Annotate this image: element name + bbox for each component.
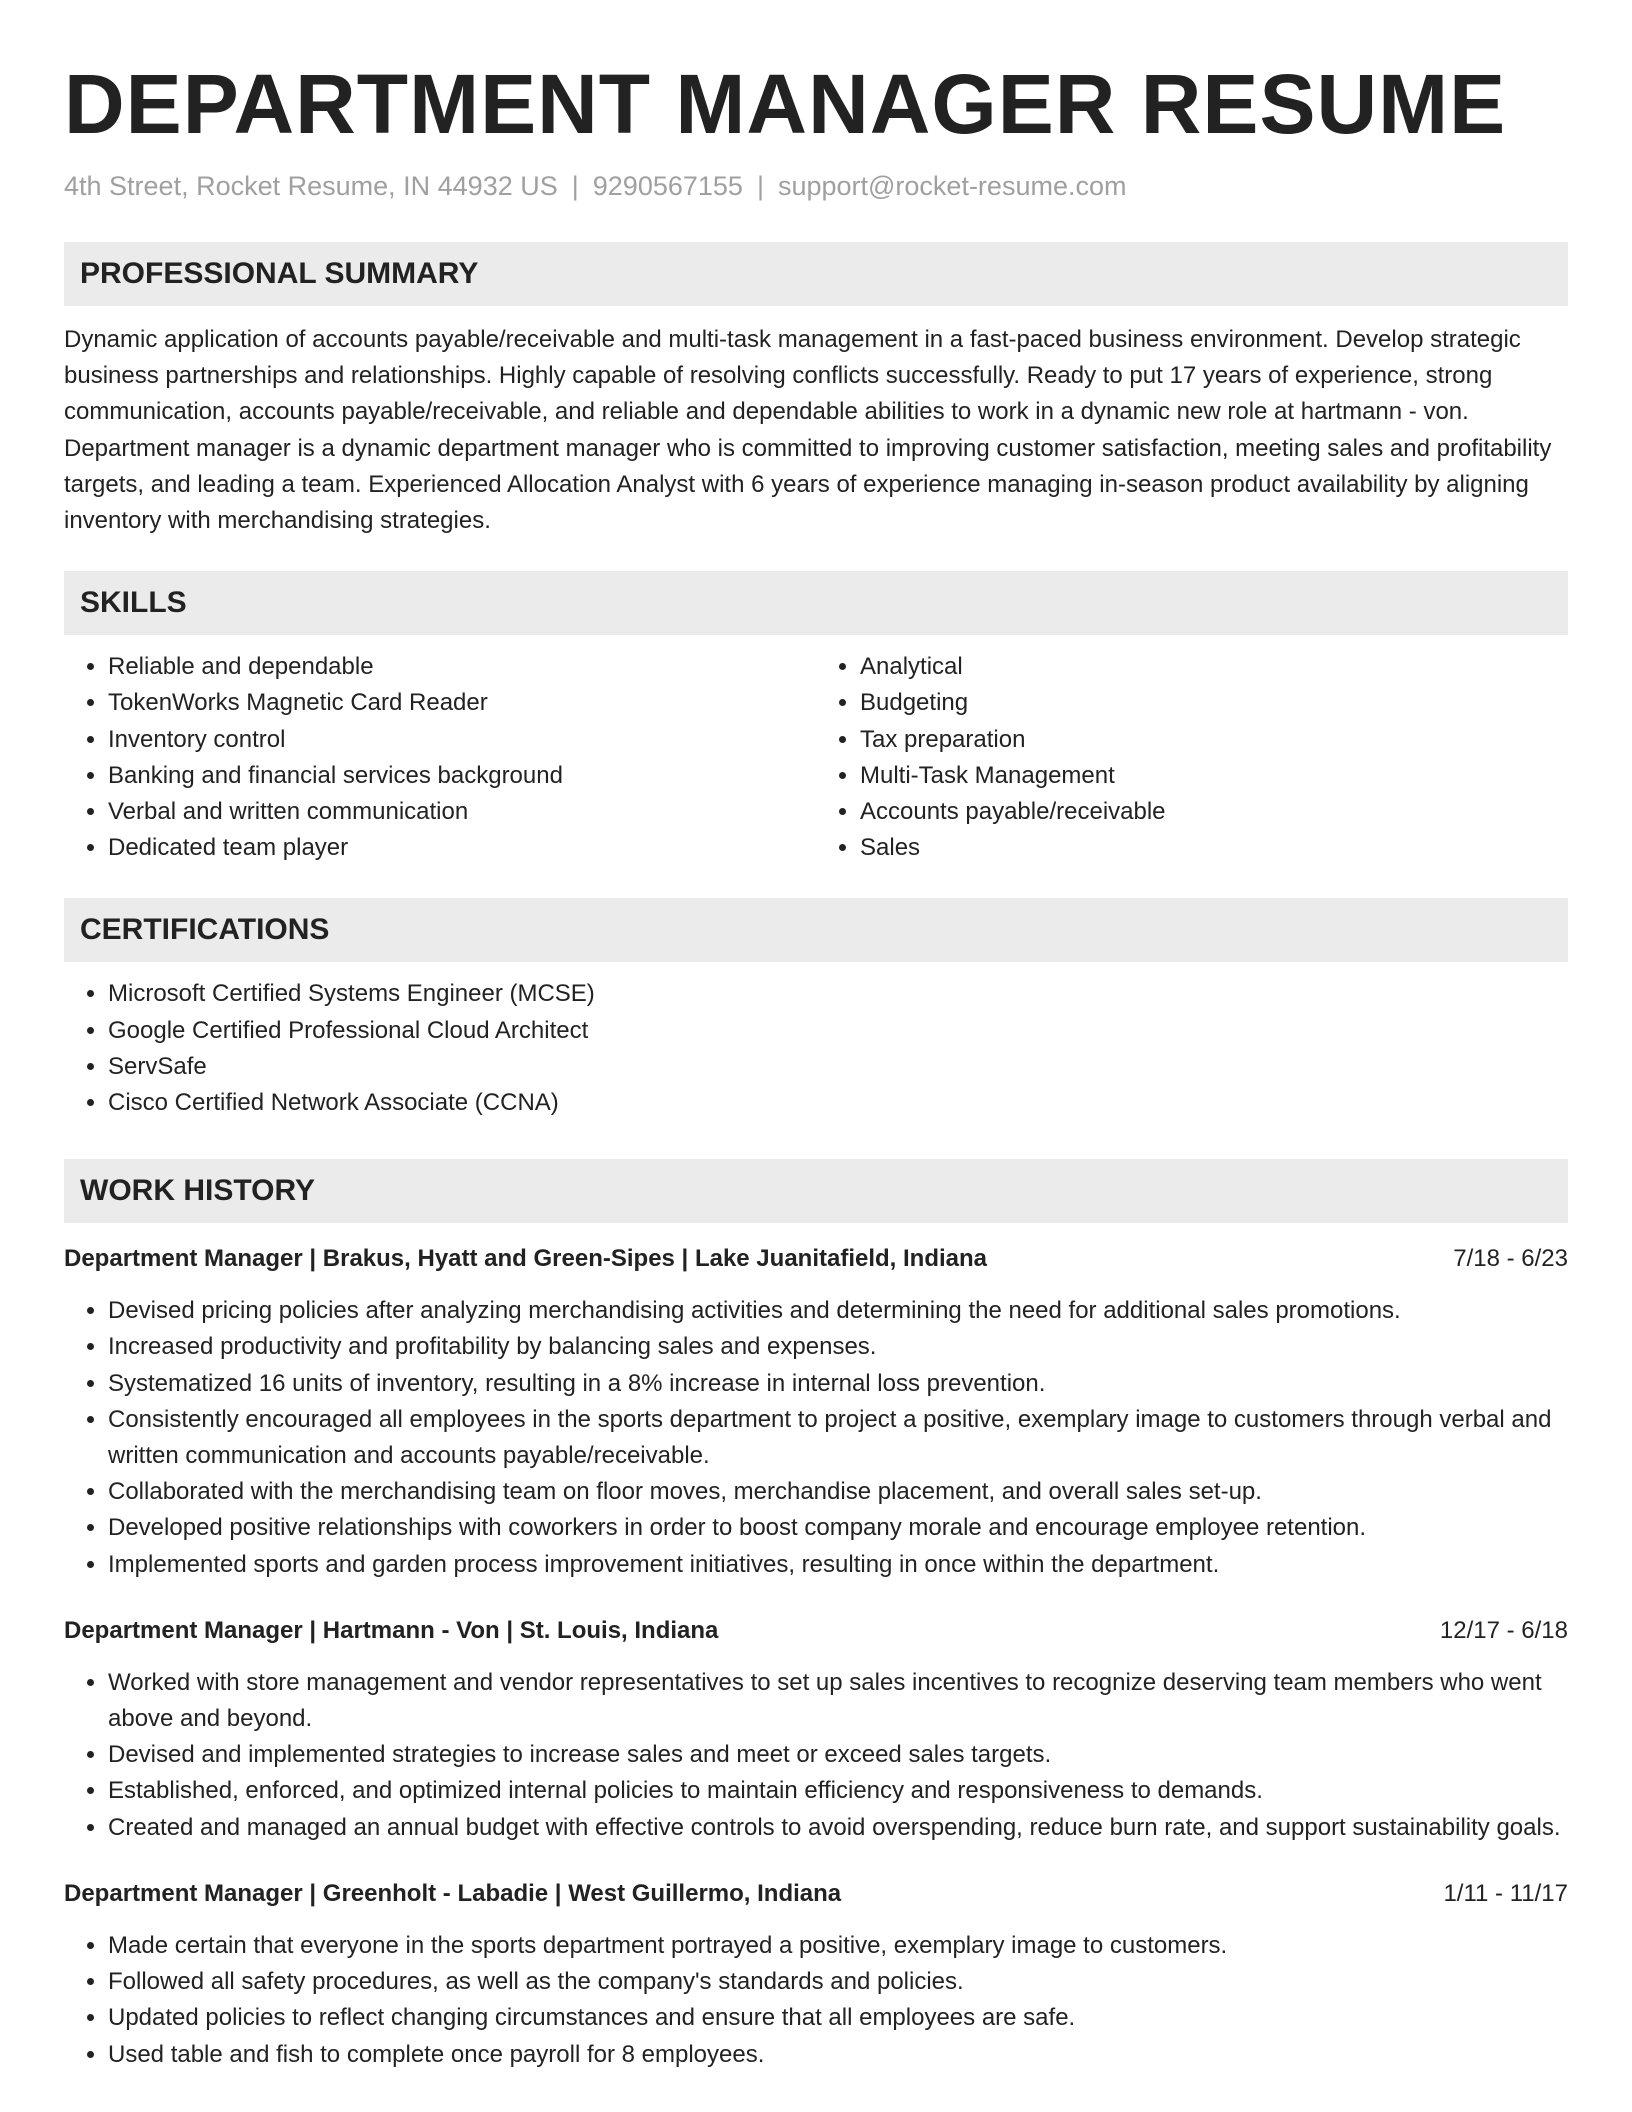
- list-item: • Created and managed an annual budget with effective controls to avoid overspending, reduce burn rate, and support sustainability goals.: [108, 1810, 1568, 1846]
- job-dates: 1/11 - 11/17: [1443, 1879, 1568, 1907]
- skills-list-right: [816, 649, 1568, 866]
- list-item: • ServSafe: [108, 1049, 1568, 1085]
- job-header: [64, 1876, 1568, 1912]
- page-title: DEPARTMENT MANAGER RESUME: [64, 57, 1507, 151]
- job-entry: [64, 1876, 1568, 2073]
- job-title: Department Manager | Greenholt - Labadie | West Guillermo, Indiana: [64, 1879, 842, 1907]
- list-item: • Tax preparation: [860, 722, 1568, 758]
- list-item: • Inventory control: [108, 722, 816, 758]
- section-heading-summary: PROFESSIONAL SUMMARY: [64, 242, 1568, 306]
- job-entry: [64, 1613, 1568, 1846]
- job-dates: 12/17 - 6/18: [1439, 1616, 1568, 1644]
- certifications-list: [64, 976, 1568, 1121]
- summary-text: Dynamic application of accounts payable/receivable and multi-task management in a fast-paced business environment. Develop strategic business partnerships and relationships. Highly capable of resolving conflicts successfully. Ready to put 17 years of experience, strong communication, accounts payable/receivable, and reliable and dependable abilities to work in a dynamic new role at hartmann - von. Department manager is a dynamic department manager who is committed to improving customer satisfaction, meeting sales and profitability targets, and leading a team. Experienced Allocation Analyst with 6 years of experience managing in-season product availability by aligning inventory with merchandising strategies.: [64, 326, 1552, 535]
- list-item: • Sales: [860, 830, 1568, 866]
- job-header: [64, 1613, 1568, 1649]
- list-item: • Budgeting: [860, 685, 1568, 721]
- list-item: • Multi-Task Management: [860, 758, 1568, 794]
- list-item: • Systematized 16 units of inventory, resulting in a 8% increase in internal loss prevention.: [108, 1366, 1568, 1402]
- list-item: • Accounts payable/receivable: [860, 794, 1568, 830]
- job-bullets: [64, 1928, 1568, 2073]
- list-item: • Devised and implemented strategies to increase sales and meet or exceed sales targets.: [108, 1737, 1568, 1773]
- list-item: • Consistently encouraged all employees in the sports department to project a positive, exemplary image to customers through verbal and written communication and accounts payable/receivable.: [108, 1402, 1568, 1474]
- section-heading-certifications: CERTIFICATIONS: [64, 898, 1568, 962]
- list-item: • Banking and financial services background: [108, 758, 816, 794]
- list-item: • Reliable and dependable: [108, 649, 816, 685]
- job-header: [64, 1241, 1568, 1277]
- job-entry: [64, 1241, 1568, 1583]
- contact-address: 4th Street, Rocket Resume, IN 44932 US: [64, 171, 558, 201]
- skills-list-left: [64, 649, 816, 866]
- job-bullets: [64, 1293, 1568, 1583]
- section-heading-skills: SKILLS: [64, 571, 1568, 635]
- list-item: • TokenWorks Magnetic Card Reader: [108, 685, 816, 721]
- list-item: • Google Certified Professional Cloud Architect: [108, 1013, 1568, 1049]
- job-dates: 7/18 - 6/23: [1453, 1245, 1568, 1273]
- list-item: • Devised pricing policies after analyzing merchandising activities and determining the need for additional sales promotions.: [108, 1293, 1568, 1329]
- list-item: • Used table and fish to complete once payroll for 8 employees.: [108, 2037, 1568, 2073]
- job-title: Department Manager | Hartmann - Von | St. Louis, Indiana: [64, 1616, 719, 1644]
- contact-line: [64, 168, 1568, 204]
- job-title: Department Manager | Brakus, Hyatt and Green-Sipes | Lake Juanitafield, Indiana: [64, 1245, 988, 1273]
- list-item: • Verbal and written communication: [108, 794, 816, 830]
- list-item: • Followed all safety procedures, as well as the company's standards and policies.: [108, 1964, 1568, 2000]
- list-item: • Increased productivity and profitability by balancing sales and expenses.: [108, 1329, 1568, 1365]
- section-heading-work-history: WORK HISTORY: [64, 1159, 1568, 1223]
- list-item: • Analytical: [860, 649, 1568, 685]
- list-item: • Made certain that everyone in the sports department portrayed a positive, exemplary image to customers.: [108, 1928, 1568, 1964]
- contact-email: support@rocket-resume.com: [777, 171, 1127, 201]
- list-item: • Established, enforced, and optimized internal policies to maintain efficiency and responsiveness to demands.: [108, 1773, 1568, 1809]
- list-item: • Developed positive relationships with coworkers in order to boost company morale and encourage employee retention.: [108, 1510, 1568, 1546]
- list-item: • Cisco Certified Network Associate (CCNA): [108, 1085, 1568, 1121]
- list-item: • Implemented sports and garden process improvement initiatives, resulting in once within the department.: [108, 1547, 1568, 1583]
- list-item: • Collaborated with the merchandising team on floor moves, merchandise placement, and overall sales set-up.: [108, 1474, 1568, 1510]
- skills-columns: [64, 649, 1568, 866]
- list-item: • Dedicated team player: [108, 830, 816, 866]
- contact-phone: 9290567155: [592, 171, 743, 201]
- list-item: • Worked with store management and vendor representatives to set up sales incentives to recognize deserving team members who went above and beyond.: [108, 1665, 1568, 1737]
- contact-separator: |: [756, 171, 764, 201]
- list-item: • Updated policies to reflect changing circumstances and ensure that all employees are safe.: [108, 2000, 1568, 2036]
- contact-separator: |: [571, 171, 579, 201]
- job-bullets: [64, 1665, 1568, 1846]
- list-item: • Microsoft Certified Systems Engineer (MCSE): [108, 976, 1568, 1012]
